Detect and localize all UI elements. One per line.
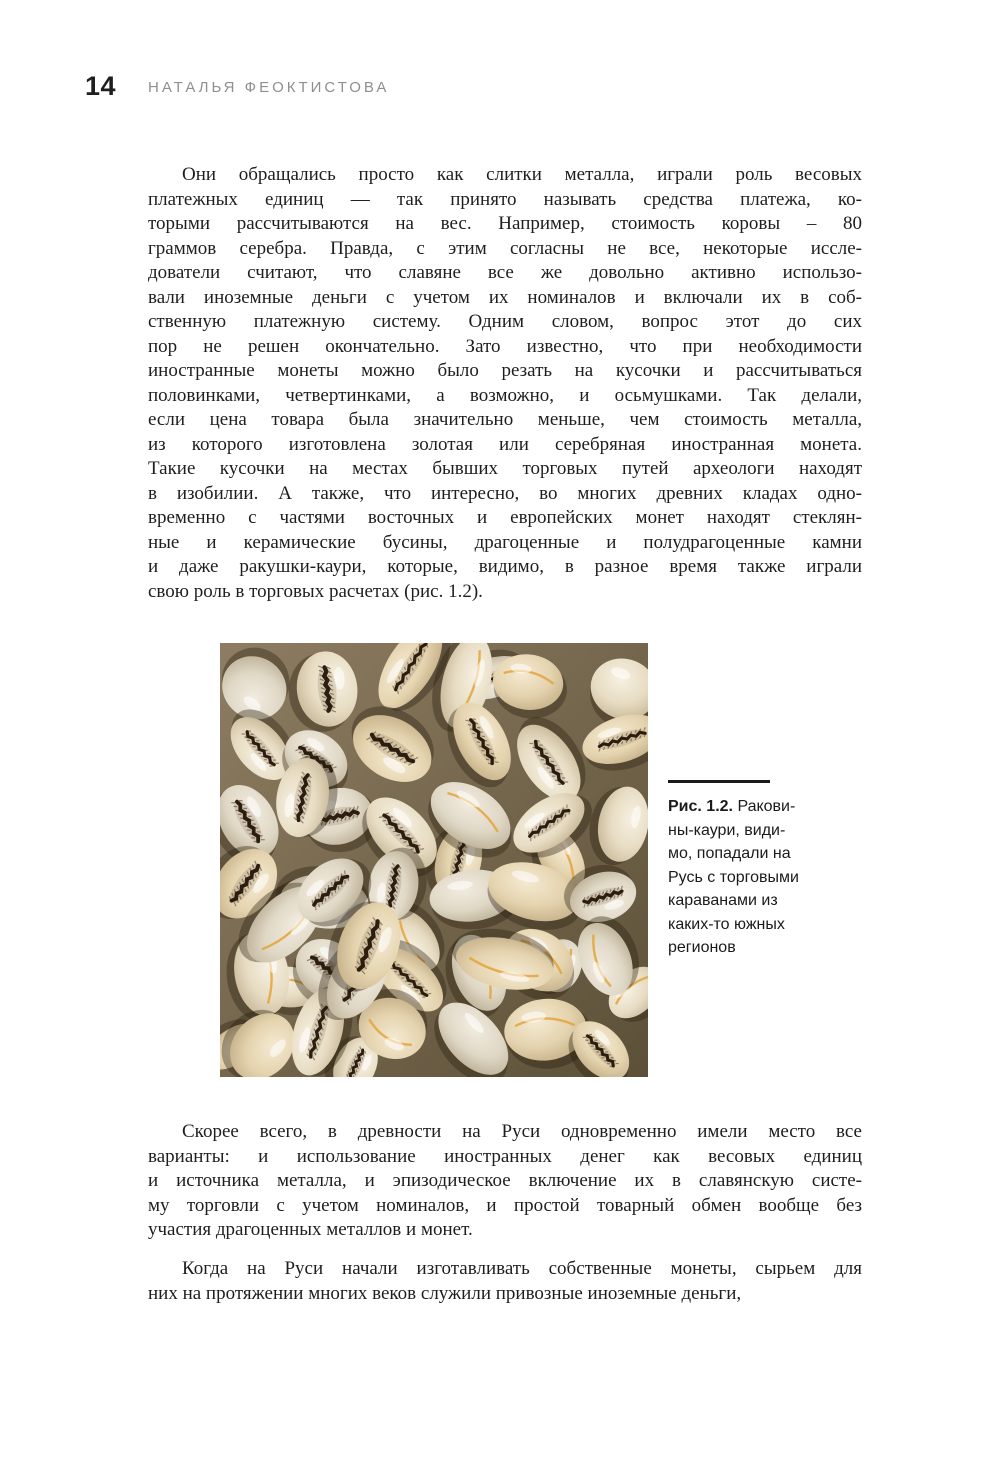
text-line: временно с частями восточных и европейских монет находят стеклян- (148, 507, 862, 528)
text-line: Они обращались просто как слитки металла, играли роль весовых (182, 164, 862, 185)
running-title: НАТАЛЬЯ ФЕОКТИСТОВА (148, 79, 390, 96)
figure-caption (668, 780, 828, 960)
text-line: свою роль в торговых расчетах (рис. 1.2). (148, 580, 483, 602)
page-header (85, 72, 915, 106)
caption-rule (668, 780, 770, 783)
caption-text (668, 795, 828, 960)
text-line: Такие кусочки на местах бывших торговых путей археологи находят (148, 458, 862, 479)
text-line: Когда на Руси начали изготавливать собственные монеты, сырьем для (182, 1258, 862, 1279)
text-line: торыми рассчитываются на вес. Например, стоимость коровы – 80 (148, 213, 862, 234)
text-line: варианты: и использование иностранных денег как весовых единиц (148, 1145, 862, 1167)
cowrie-shells-photo (220, 643, 648, 1077)
text-line: если цена товара была значительно меньше, чем стоимость металла, (148, 409, 862, 430)
text-line: иностранные монеты можно было резать на кусочки и рассчитываться (148, 360, 862, 381)
text-line: в изобилии. А также, что интересно, во многих древних кладах одно- (148, 482, 862, 504)
text-line: вали иноземные деньги с учетом их номиналов и включали их в соб- (148, 286, 862, 308)
text-line: и даже ракушки-каури, которые, видимо, в разное время также играли (148, 556, 862, 577)
caption-label: Рис. 1.2. (668, 798, 738, 815)
caption-line: ны-каури, види- (668, 821, 786, 839)
caption-line: мо, попадали на (668, 845, 791, 862)
text-line: из которого изготовлена золотая или серебряная иностранная монета. (148, 433, 862, 455)
paragraph-2 (148, 1120, 862, 1243)
caption-line: регионов (668, 939, 736, 956)
page-number: 14 (85, 71, 117, 101)
text-line: платежных единиц — так принято называть средства платежа, ко- (148, 188, 862, 210)
text-line: Скорее всего, в древности на Руси одновременно имели место все (182, 1121, 862, 1142)
paragraph-3 (148, 1257, 862, 1306)
text-line: ные и керамические бусины, драгоценные и полудрагоценные камни (148, 531, 862, 553)
text-line: них на протяжении многих веков служили привозные иноземные деньги, (148, 1282, 742, 1304)
caption-line: Рис. 1.2. Ракови- (668, 798, 796, 815)
text-line: ственную платежную систему. Одним словом, вопрос этот до сих (148, 311, 862, 332)
caption-line: каких-то южных (668, 915, 785, 933)
cowrie-shells-illustration (220, 643, 648, 1077)
text-line: дователи считают, что славяне все же довольно активно использо- (148, 262, 862, 283)
text-line: участия драгоценных металлов и монет. (148, 1219, 473, 1240)
text-line: половинками, четвертинками, а возможно, и осьмушками. Так делали, (148, 384, 862, 406)
caption-line: караванами из (668, 892, 778, 909)
text-line: му торговли с учетом номиналов, и простой товарный обмен вообще без (148, 1194, 862, 1216)
caption-line: Русь с торговыми (668, 868, 799, 886)
text-line: граммов серебра. Правда, с этим согласны не все, некоторые иссле- (148, 237, 862, 259)
paragraph-1 (148, 163, 862, 604)
text-line: и источника металла, и эпизодическое включение их в славянскую систе- (148, 1170, 862, 1191)
text-line: пор не решен окончательно. Зато известно, что при необходимости (148, 335, 862, 357)
